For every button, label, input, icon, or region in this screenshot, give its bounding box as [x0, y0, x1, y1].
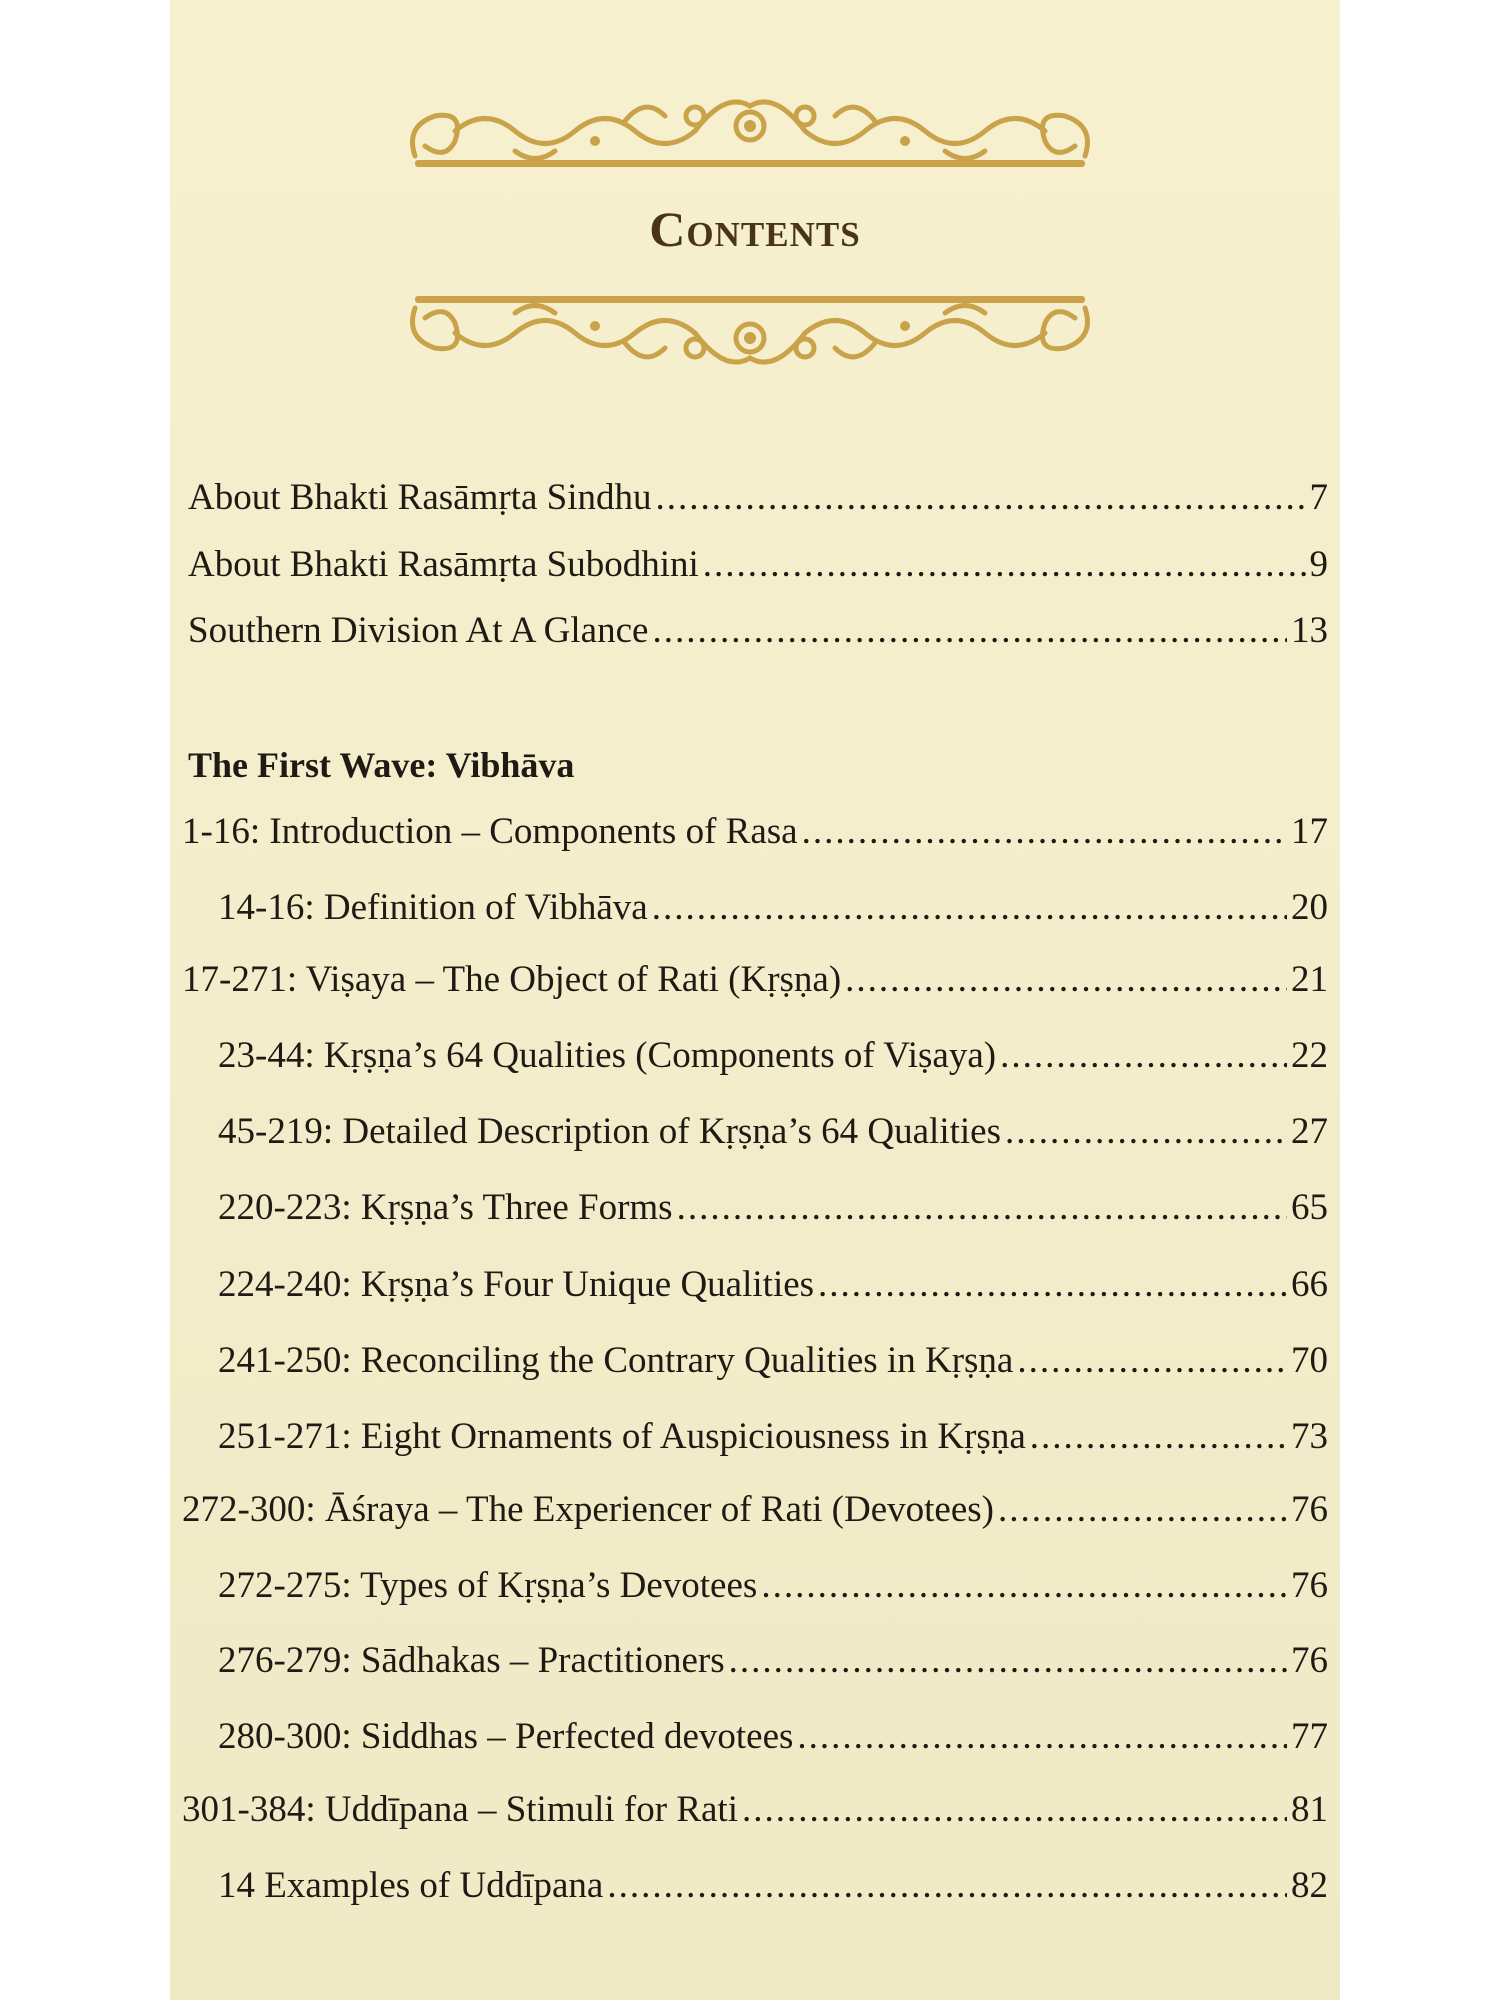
dot-leader: [729, 1636, 1287, 1686]
dot-leader: [652, 606, 1287, 656]
toc-entry[interactable]: [218, 1861, 1328, 1911]
toc-entry-page: 66: [1291, 1264, 1328, 1305]
toc-entry[interactable]: [218, 1260, 1328, 1310]
toc-entry-label: Southern Division At A Glance: [188, 610, 649, 651]
contents-title: Contents: [649, 201, 861, 257]
book-page: [170, 0, 1340, 2000]
toc-entry-label: 14 Examples of Uddīpana: [218, 1865, 604, 1906]
dot-leader: [607, 1861, 1287, 1911]
dot-leader: [1000, 1031, 1287, 1081]
toc-entry[interactable]: [218, 1712, 1328, 1762]
bottom-ornament-border: [395, 286, 1105, 378]
section-heading: The First Wave: Vibhāva: [188, 745, 575, 785]
toc-entry[interactable]: [182, 1485, 1328, 1535]
toc-entry-label: 276-279: Sādhakas – Practitioners: [218, 1640, 725, 1681]
toc-entry-page: 13: [1291, 610, 1328, 651]
toc-entry[interactable]: [218, 1183, 1328, 1233]
toc-entry[interactable]: [188, 540, 1328, 590]
dot-leader: [742, 1785, 1287, 1835]
toc-entry[interactable]: [182, 955, 1328, 1005]
toc-entry[interactable]: [182, 1785, 1328, 1835]
toc-entry-label: 272-300: Āśraya – The Experiencer of Rati (Devotees): [182, 1489, 994, 1530]
toc-entry-page: 65: [1291, 1187, 1328, 1228]
toc-entry[interactable]: [218, 1107, 1328, 1157]
toc-entry-label: 1-16: Introduction – Components of Rasa: [182, 811, 798, 852]
toc-entry[interactable]: [188, 473, 1328, 523]
toc-entry[interactable]: [182, 807, 1328, 857]
toc-entry-page: 76: [1291, 1565, 1328, 1606]
toc-entry-label: 251-271: Eight Ornaments of Auspiciousness in Kṛṣṇa: [218, 1416, 1026, 1457]
dot-leader: [656, 473, 1306, 523]
toc-entry-label: 301-384: Uddīpana – Stimuli for Rati: [182, 1789, 738, 1830]
toc-entry-label: 241-250: Reconciling the Contrary Qualities in Kṛṣṇa: [218, 1340, 1014, 1381]
dot-leader: [802, 807, 1287, 857]
toc-entry-page: 22: [1291, 1035, 1328, 1076]
toc-entry[interactable]: [218, 883, 1328, 933]
dot-leader: [1017, 1336, 1287, 1386]
dot-leader: [761, 1561, 1287, 1611]
toc-entry-page: 76: [1291, 1489, 1328, 1530]
toc-entry-label: About Bhakti Rasāmṛta Subodhini: [188, 544, 699, 585]
toc-entry-page: 73: [1291, 1416, 1328, 1457]
toc-entry[interactable]: [218, 1336, 1328, 1386]
dot-leader: [845, 955, 1287, 1005]
toc-entry-label: 224-240: Kṛṣṇa’s Four Unique Qualities: [218, 1264, 815, 1305]
toc-entry-page: 76: [1291, 1640, 1328, 1681]
toc-entry-label: 280-300: Siddhas – Perfected devotees: [218, 1716, 794, 1757]
dot-leader: [818, 1260, 1287, 1310]
dot-leader: [998, 1485, 1287, 1535]
top-ornament-border: [395, 86, 1105, 178]
ornament-bottom-icon: [395, 286, 1105, 378]
dot-leader: [652, 883, 1287, 933]
toc-entry-page: 70: [1291, 1340, 1328, 1381]
toc-entry-page: 27: [1291, 1111, 1328, 1152]
toc-entry-label: 17-271: Viṣaya – The Object of Rati (Kṛṣṇa): [182, 959, 842, 1000]
toc-entry-page: 20: [1291, 887, 1328, 928]
toc-entry-label: 23-44: Kṛṣṇa’s 64 Qualities (Components of Viṣaya): [218, 1035, 997, 1076]
toc-entry-label: 220-223: Kṛṣṇa’s Three Forms: [218, 1187, 673, 1228]
toc-entry-page: 77: [1291, 1716, 1328, 1757]
toc-entry-page: 82: [1291, 1865, 1328, 1906]
dot-leader: [797, 1712, 1287, 1762]
toc-entry-page: 81: [1291, 1789, 1328, 1830]
toc-entry-page: 9: [1309, 544, 1328, 585]
dot-leader: [1005, 1107, 1287, 1157]
toc-entry-page: 17: [1291, 811, 1328, 852]
ornament-top-icon: [395, 86, 1105, 178]
toc-entry-label: 14-16: Definition of Vibhāva: [218, 887, 648, 928]
dot-leader: [677, 1183, 1287, 1233]
toc-entry[interactable]: [188, 606, 1328, 656]
toc-entry-label: 272-275: Types of Kṛṣṇa’s Devotees: [218, 1565, 758, 1606]
toc-entry-label: 45-219: Detailed Description of Kṛṣṇa’s 64 Qualities: [218, 1111, 1001, 1152]
toc-entry[interactable]: [218, 1636, 1328, 1686]
toc-entry[interactable]: [218, 1412, 1328, 1462]
dot-leader: [1030, 1412, 1287, 1462]
toc-entry-page: 7: [1309, 477, 1328, 518]
toc-entry[interactable]: [218, 1031, 1328, 1081]
toc-entry-page: 21: [1291, 959, 1328, 1000]
toc-entry[interactable]: [218, 1561, 1328, 1611]
toc-entry-label: About Bhakti Rasāmṛta Sindhu: [188, 477, 652, 518]
dot-leader: [703, 540, 1306, 590]
